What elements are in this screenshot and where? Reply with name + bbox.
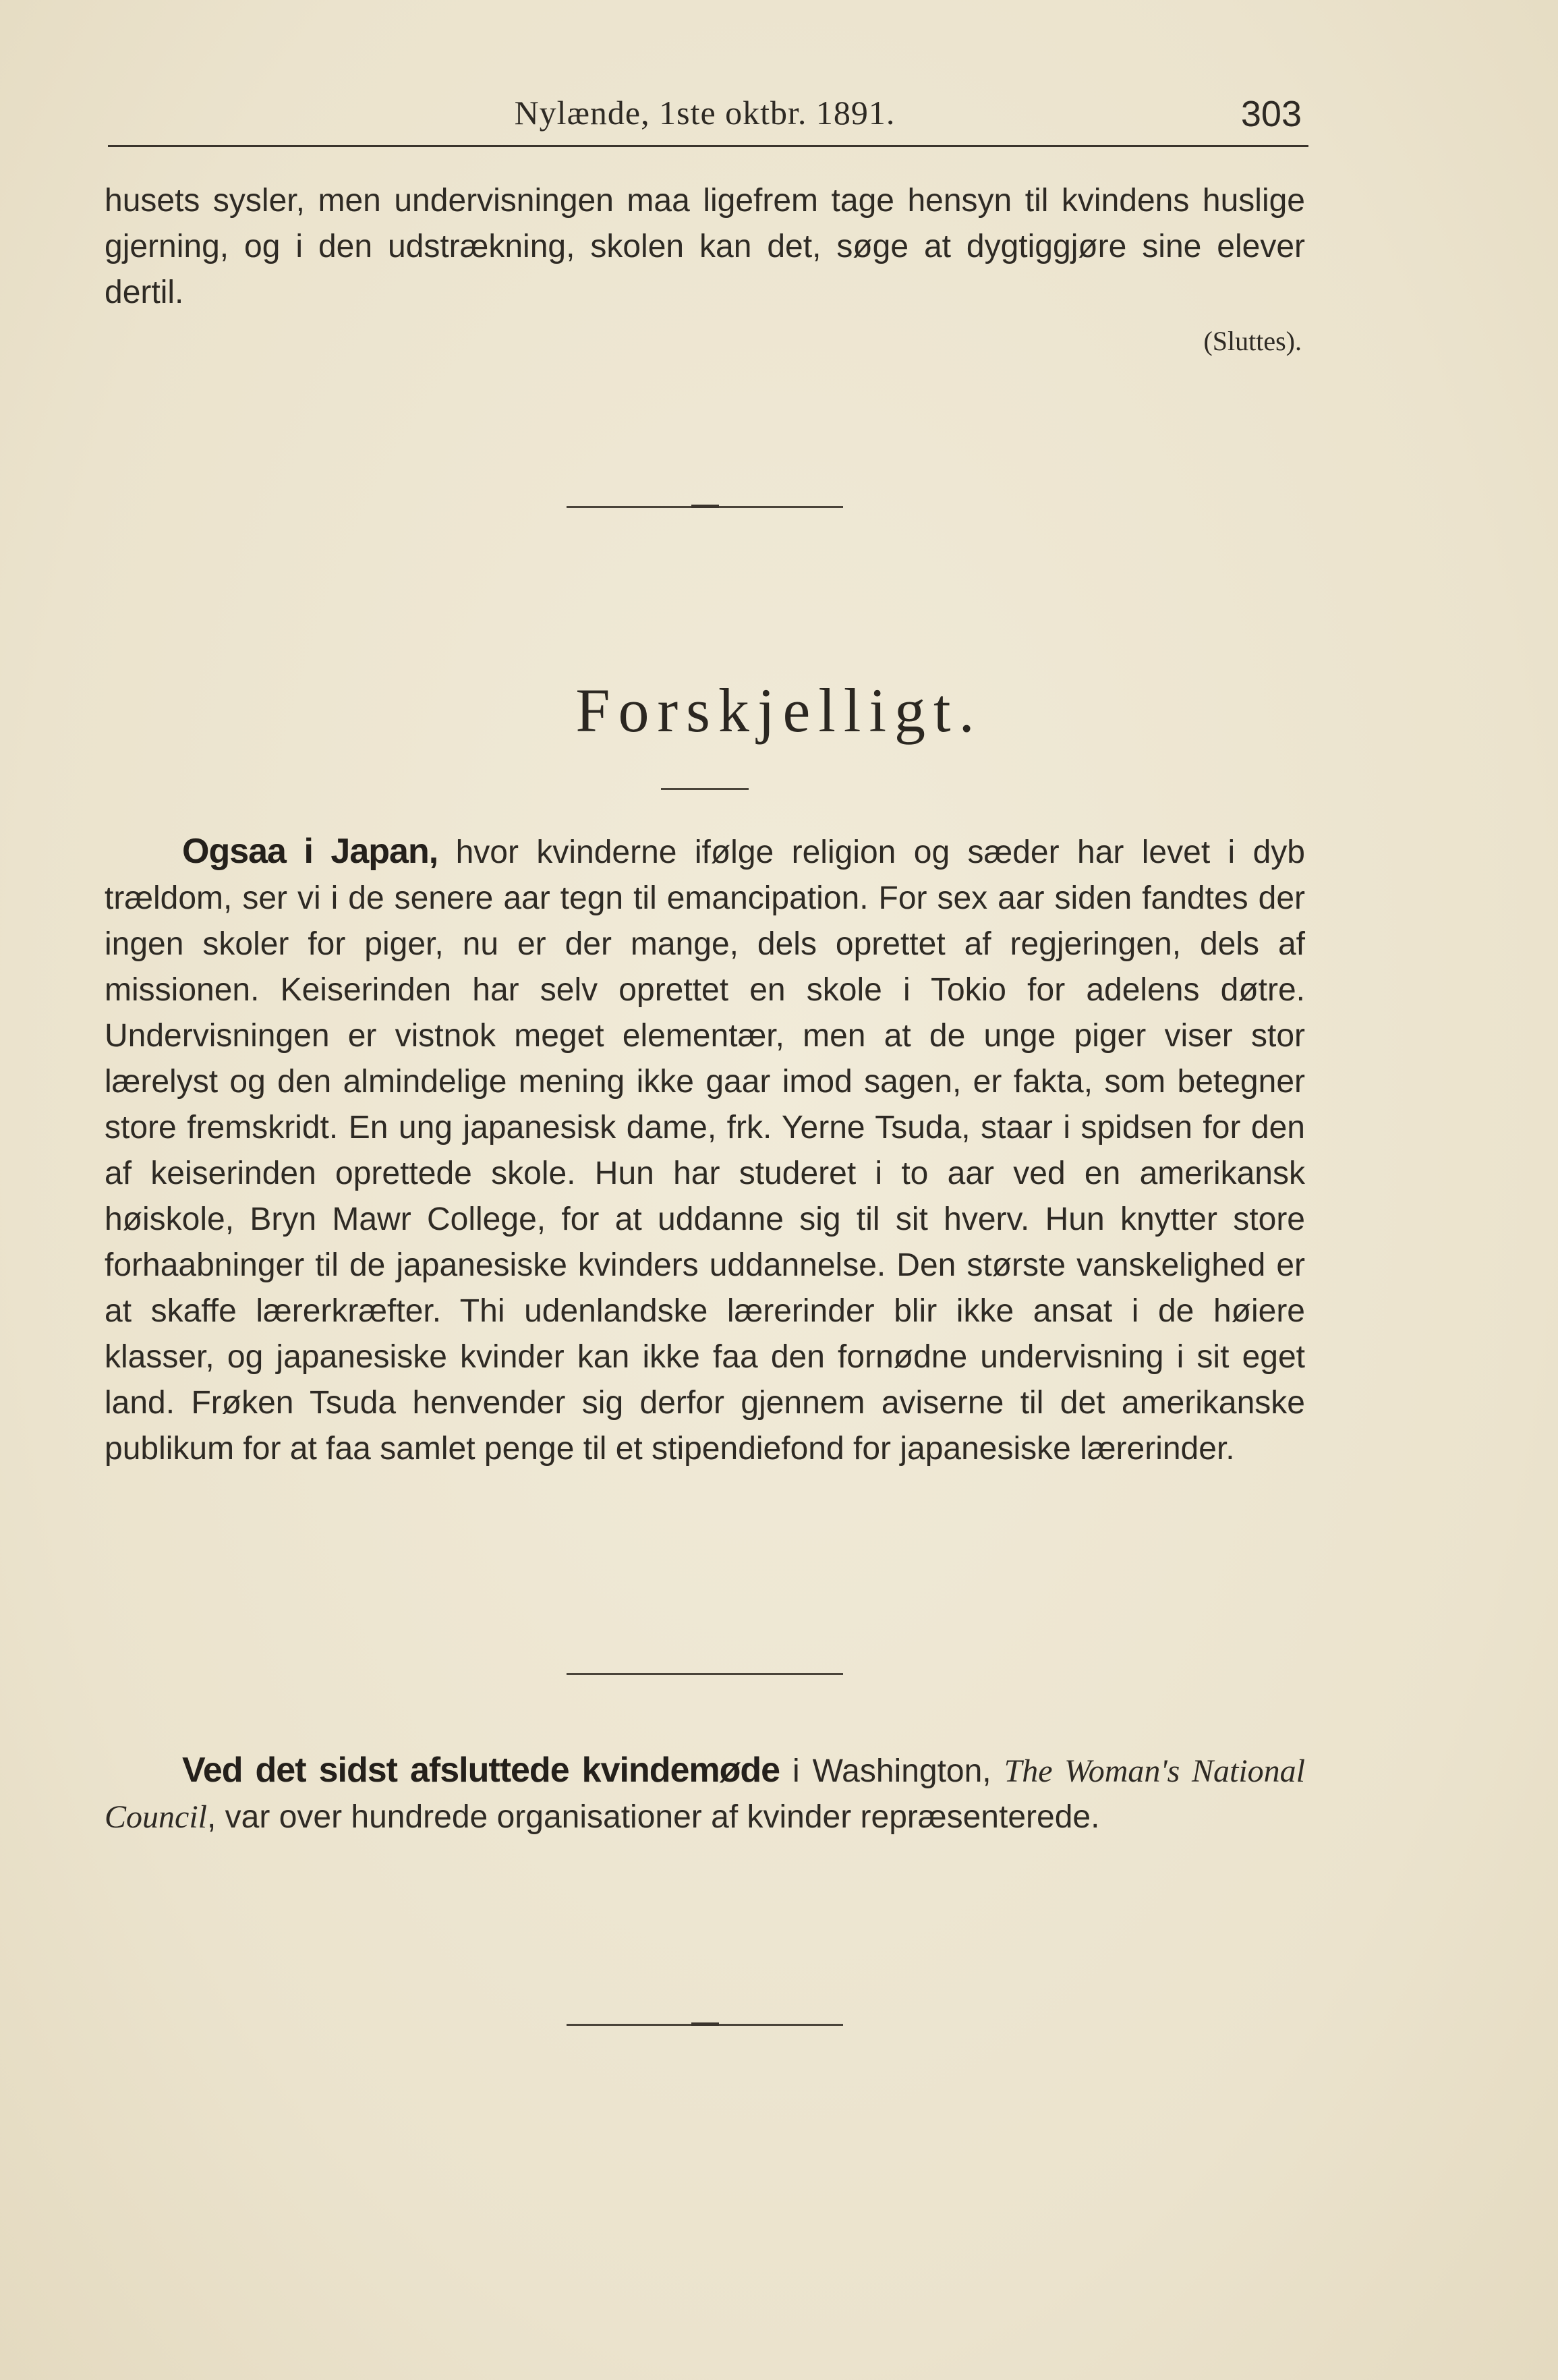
article-washington-text-b: , var over hundrede organisationer af kvinder repræsenterede. xyxy=(207,1799,1100,1835)
article-washington-italic: The Woman's National Council xyxy=(105,1753,1305,1835)
running-title: Nylænde, 1ste oktbr. 1891. xyxy=(514,94,896,132)
article-japan-lead: Ogsaa i Japan, xyxy=(182,832,438,871)
title-underline xyxy=(661,788,749,790)
section-divider xyxy=(567,506,843,508)
page-header xyxy=(108,93,1302,147)
section-title: Forskjelligt. xyxy=(575,676,983,745)
article-divider xyxy=(567,1673,843,1675)
article-japan xyxy=(105,828,1305,1472)
header-rule xyxy=(108,145,1308,147)
closing-divider xyxy=(567,2024,843,2026)
continuation-paragraph: husets sysler, men undervisningen maa ligefrem tage hensyn til kvindens huslige gjerning, og i den udstrækning, skolen kan det, søge at dygtiggjøre sine elever dertil. xyxy=(105,183,1305,310)
article-washington-lead: Ved det sidst afsluttede kvindemøde xyxy=(182,1751,780,1790)
article-japan-body: hvor kvinderne ifølge religion og sæder har levet i dyb trældom, ser vi i de senere aar tegn til emancipation. For sex aar siden fandtes der ingen skoler for piger, nu er der mange, dels oprettet af regjeringen, dels af missionen. Keiserinden har selv oprettet en skole i Tokio for adelens døtre. Undervisningen er vistnok meget elementær, men at de unge piger viser stor lærelyst og den almindelige mening ikke gaar imod sagen, er fakta, som betegner store fremskridt. En ung japanesisk dame, frk. Yerne Tsuda, staar i spidsen for den af keiserinden oprettede skole. Hun har studeret i to aar ved en amerikansk høiskole, Bryn Mawr College, for at uddanne sig til sit hverv. Hun knytter store forhaabninger til de japanesiske kvinders uddannelse. Den største vanskelighed er at skaffe lærerkræfter. Thi udenlandske lærerinder blir ikke ansat i de høiere klasser, og japanesiske kvinder kan ikke faa den fornødne undervisning i sit eget land. Frøken Tsuda henvender sig derfor gjennem aviserne til det amerikanske publikum for at faa samlet penge til et stipendiefond for japanesiske lærerinder. xyxy=(105,834,1306,1467)
page-number: 303 xyxy=(1240,94,1302,134)
article-washington-text-a: i Washington, xyxy=(780,1753,1004,1789)
end-note: (Sluttes). xyxy=(1203,326,1302,356)
article-washington xyxy=(105,1747,1305,1840)
